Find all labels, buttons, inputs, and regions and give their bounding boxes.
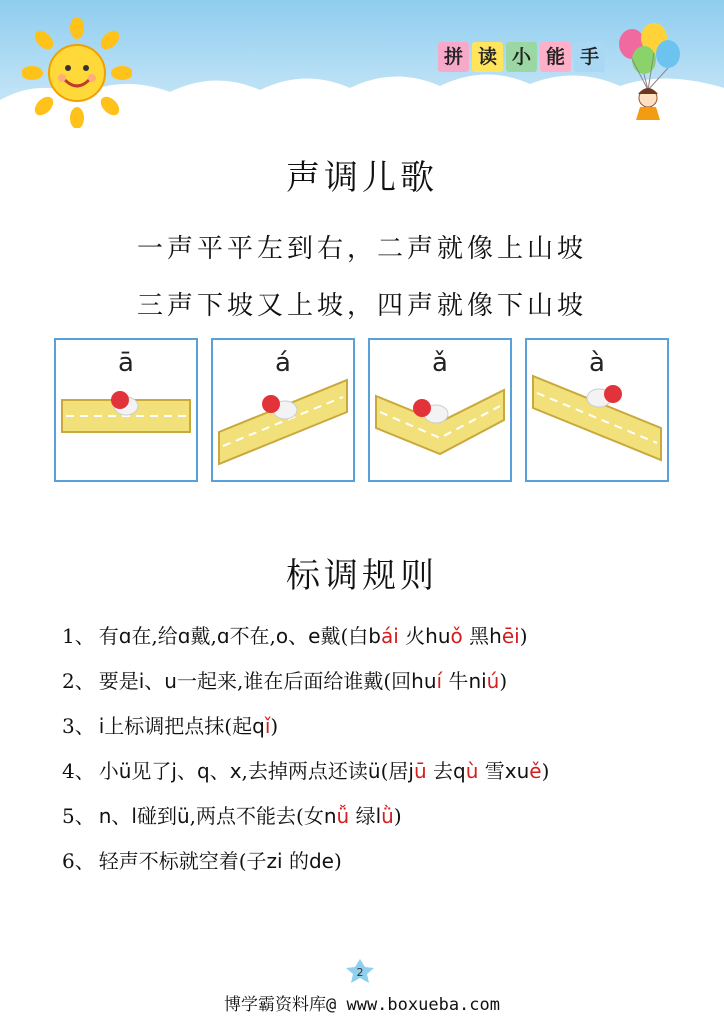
- rule-text: 火: [398, 624, 426, 648]
- pinyin-text: q: [453, 759, 466, 783]
- tone-mark-text: ú: [486, 669, 500, 693]
- tone-label: á: [275, 348, 291, 378]
- rule-number: 3、: [62, 714, 95, 738]
- pinyin-text: ɑ: [216, 624, 230, 648]
- rule-text: ,两点不能去(女: [189, 804, 324, 828]
- rule-text: ): [333, 849, 342, 873]
- pinyin-text: h: [489, 624, 502, 648]
- rule-text: 见了: [131, 759, 172, 783]
- balloons-girl-icon: [610, 20, 690, 130]
- brand-badge: [438, 42, 605, 72]
- section-title-tone-song: 声调儿歌: [286, 158, 438, 198]
- rule-text: 碰到: [136, 804, 177, 828]
- pinyin-text: ü: [176, 804, 190, 828]
- rule-item: [62, 663, 702, 708]
- rule-item: [62, 798, 702, 843]
- pinyin-text: j: [171, 759, 177, 783]
- tone-card-fourth: [525, 338, 669, 482]
- rule-text: 、: [144, 669, 165, 693]
- rule-text: ): [270, 714, 279, 738]
- rule-number: 1、: [62, 624, 95, 648]
- tone-mark-text: ě: [529, 759, 542, 783]
- pinyin-text: x: [229, 759, 242, 783]
- tone-label: à: [589, 348, 605, 378]
- rule-text: 不在,: [229, 624, 276, 648]
- pinyin-text: ü: [367, 759, 381, 783]
- footer-watermark: 博学霸资料库@ www.boxueba.com: [224, 995, 500, 1015]
- rule-text: 有: [98, 624, 119, 648]
- tone-card-second: [211, 338, 355, 482]
- pinyin-text: n: [323, 804, 337, 828]
- rule-text: 、: [209, 759, 230, 783]
- pinyin-text: ɑ: [118, 624, 132, 648]
- badge-char: 手: [574, 42, 605, 72]
- pinyin-text: zi: [266, 849, 283, 873]
- tone-card-third: [368, 338, 512, 482]
- rule-item: [62, 753, 702, 798]
- poem-line: 三声下坡又上坡，四声就像下山坡: [136, 291, 587, 321]
- section-title-tone-rules: 标调规则: [286, 556, 438, 596]
- pinyin-text: q: [196, 759, 210, 783]
- pinyin-text: b: [368, 624, 381, 648]
- tone-cards: [54, 338, 666, 482]
- tone-mark-text: í: [436, 669, 443, 693]
- rule-text: 、: [111, 804, 132, 828]
- pinyin-text: ɑ: [177, 624, 191, 648]
- badge-char: 拼: [438, 42, 469, 72]
- rule-text: 黑: [462, 624, 490, 648]
- page-number: [340, 958, 380, 984]
- rule-number: 5、: [62, 804, 95, 828]
- rule-number: 4、: [62, 759, 95, 783]
- pinyin-text: i: [138, 669, 145, 693]
- tone-mark-text: ēi: [501, 624, 520, 648]
- tone-label: ā: [118, 348, 134, 378]
- pinyin-text: ü: [118, 759, 132, 783]
- rule-text: 牛: [442, 669, 469, 693]
- rule-text: 绿: [349, 804, 376, 828]
- rule-number: 2、: [62, 669, 95, 693]
- rule-text: (居: [380, 759, 409, 783]
- rule-text: 一起来,谁在后面给谁戴(回: [176, 669, 412, 693]
- badge-char: 小: [506, 42, 537, 72]
- rule-text: 要是: [98, 669, 139, 693]
- rule-text: ): [519, 624, 528, 648]
- pinyin-text: hu: [425, 624, 451, 648]
- rule-text: ): [541, 759, 550, 783]
- rule-text: 轻声不标就空着(子: [98, 849, 267, 873]
- rule-item: [62, 843, 702, 888]
- sun-icon: [22, 18, 132, 128]
- rule-text: ): [393, 804, 402, 828]
- pinyin-text: de: [308, 849, 334, 873]
- rule-number: 6、: [62, 849, 95, 873]
- rule-text: 雪: [478, 759, 505, 783]
- pinyin-text: xu: [504, 759, 530, 783]
- pinyin-text: l: [375, 804, 382, 828]
- dip-road-icon: [370, 340, 510, 480]
- pinyin-text: e: [308, 624, 321, 648]
- rising-road-icon: [213, 340, 353, 480]
- tone-mark-text: ái: [381, 624, 399, 648]
- rule-text: ,去掉两点还读: [241, 759, 368, 783]
- flat-road-icon: [56, 340, 196, 480]
- rule-text: ): [499, 669, 508, 693]
- star-icon: [340, 958, 380, 984]
- tone-card-first: [54, 338, 198, 482]
- pinyin-text: hu: [411, 669, 437, 693]
- badge-char: 读: [472, 42, 503, 72]
- page-number-text: 2: [356, 966, 364, 979]
- header-banner: [0, 0, 724, 140]
- poem-line: 一声平平左到右，二声就像上山坡: [136, 234, 587, 264]
- pinyin-text: q: [252, 714, 265, 738]
- tone-mark-text: ǐ: [264, 714, 271, 738]
- tone-mark-text: ǜ: [381, 804, 394, 828]
- pinyin-text: u: [164, 669, 177, 693]
- rule-text: 、: [176, 759, 197, 783]
- rule-text: 、: [288, 624, 309, 648]
- pinyin-text: i: [98, 714, 105, 738]
- badge-char: 能: [540, 42, 571, 72]
- tone-label: ǎ: [432, 348, 448, 378]
- rule-text: 在,给: [131, 624, 178, 648]
- pinyin-text: j: [408, 759, 414, 783]
- rule-text: 的: [282, 849, 309, 873]
- pinyin-text: l: [131, 804, 137, 828]
- pinyin-text: n: [98, 804, 112, 828]
- rule-item: [62, 618, 702, 663]
- tone-mark-text: ǚ: [336, 804, 350, 828]
- pinyin-text: o: [275, 624, 289, 648]
- pinyin-text: ni: [468, 669, 487, 693]
- rule-text: 戴,: [190, 624, 217, 648]
- tone-mark-text: ū: [413, 759, 427, 783]
- rules-list: [62, 618, 702, 888]
- tone-mark-text: ǒ: [450, 624, 463, 648]
- falling-road-icon: [527, 340, 667, 480]
- rule-text: 上标调把点抹(起: [104, 714, 253, 738]
- rule-item: [62, 708, 702, 753]
- tone-mark-text: ù: [465, 759, 479, 783]
- rule-text: 小: [98, 759, 119, 783]
- rule-text: 戴(白: [320, 624, 369, 648]
- rule-text: 去: [426, 759, 453, 783]
